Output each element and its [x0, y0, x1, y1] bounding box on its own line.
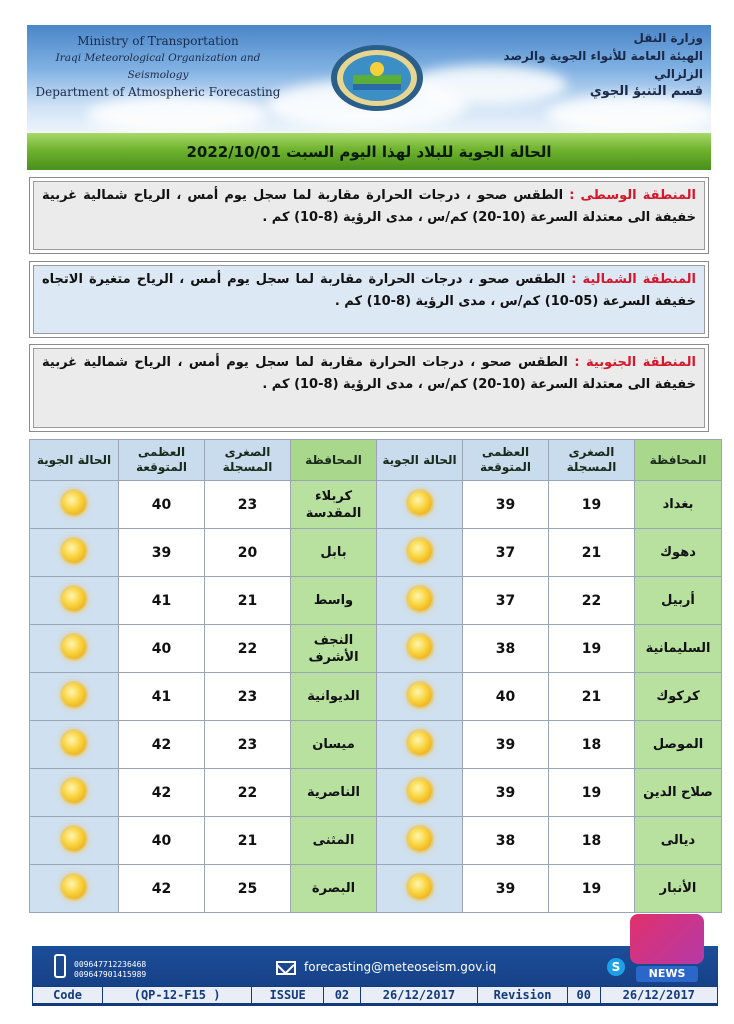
condition-cell [377, 721, 463, 769]
governorate-cell: البصرة [291, 865, 377, 913]
governorate-cell: الناصرية [291, 769, 377, 817]
mail-icon [276, 961, 296, 975]
page-title: الحالة الجوية للبلاد لهذا اليوم السبت 2022/10/01 [186, 142, 552, 161]
condition-cell [377, 769, 463, 817]
forecast-table [29, 439, 722, 913]
header-governorate: المحافظة [635, 440, 722, 481]
title-bar [27, 133, 711, 170]
min-temp-cell: 19 [549, 865, 635, 913]
issue-date: 26/12/2017 [361, 987, 478, 1003]
skype-icon: S [607, 958, 625, 976]
min-temp-cell: 22 [205, 625, 291, 673]
phone-number: 009647901415989 [74, 970, 147, 979]
min-temp-cell: 21 [205, 817, 291, 865]
max-temp-cell: 37 [463, 577, 549, 625]
sun-icon [408, 587, 432, 611]
table-row [30, 865, 722, 913]
max-temp-cell: 41 [119, 673, 205, 721]
condition-cell [30, 721, 119, 769]
sun-icon [408, 827, 432, 851]
sun-icon [408, 875, 432, 899]
governorate-cell: بابل [291, 529, 377, 577]
phone-numbers [74, 960, 146, 980]
sun-icon [62, 875, 86, 899]
sun-icon [408, 491, 432, 515]
sun-icon [62, 827, 86, 851]
max-temp-cell: 40 [119, 481, 205, 529]
governorate-cell: صلاح الدين [635, 769, 722, 817]
sun-icon [408, 779, 432, 803]
region-central [29, 177, 709, 254]
sun-icon [408, 635, 432, 659]
governorate-cell: المثنى [291, 817, 377, 865]
header-condition: الحالة الجوية [30, 440, 119, 481]
organization-name-ar: الهيئة العامة للأنواء الجوية والرصد الزلزالي [503, 49, 703, 81]
min-temp-cell: 22 [549, 577, 635, 625]
table-header-row [30, 440, 722, 481]
header-english [33, 33, 283, 101]
header-min: الصغرى المسجلة [549, 440, 635, 481]
governorate-cell: السليمانية [635, 625, 722, 673]
organization-logo-icon [327, 43, 427, 113]
header-governorate: المحافظة [291, 440, 377, 481]
condition-cell [30, 577, 119, 625]
governorate-cell: بغداد [635, 481, 722, 529]
header-max: العظمى المتوقعة [119, 440, 205, 481]
organization-name-en: Iraqi Meteorological Organization and Seismology [55, 52, 261, 81]
governorate-cell: النجف الأشرف [291, 625, 377, 673]
table-row [30, 721, 722, 769]
min-temp-cell: 19 [549, 625, 635, 673]
max-temp-cell: 39 [463, 481, 549, 529]
header-condition: الحالة الجوية [377, 440, 463, 481]
condition-cell [30, 673, 119, 721]
governorate-cell: كركوك [635, 673, 722, 721]
min-temp-cell: 18 [549, 817, 635, 865]
max-temp-cell: 41 [119, 577, 205, 625]
department-name-en: Department of Atmospheric Forecasting [35, 85, 281, 99]
table-row [30, 481, 722, 529]
condition-cell [377, 529, 463, 577]
max-temp-cell: 40 [463, 673, 549, 721]
sun-icon [62, 587, 86, 611]
phone-number: 009647712236468 [74, 960, 147, 969]
min-temp-cell: 21 [549, 529, 635, 577]
min-temp-cell: 23 [205, 481, 291, 529]
min-temp-cell: 25 [205, 865, 291, 913]
header-max: العظمى المتوقعة [463, 440, 549, 481]
ministry-name-en: Ministry of Transportation [77, 34, 239, 48]
condition-cell [377, 625, 463, 673]
issue-label: ISSUE [252, 987, 324, 1003]
region-name: المنطقة الشمالية : [571, 272, 697, 287]
max-temp-cell: 38 [463, 817, 549, 865]
condition-cell [377, 481, 463, 529]
governorate-cell: الديوانية [291, 673, 377, 721]
governorate-cell: الموصل [635, 721, 722, 769]
condition-cell [30, 529, 119, 577]
region-text: الطقس صحو ، درجات الحرارة مقاربة لما سجل يوم أمس ، الرياح شمالية غربية خفيفة الى معتدلة السرعة (10-20) كم/س ، مدى الرؤية (8-10) كم . [42, 355, 696, 392]
governorate-cell: الأنبار [635, 865, 722, 913]
max-temp-cell: 40 [119, 817, 205, 865]
region-north [29, 261, 709, 338]
min-temp-cell: 23 [205, 721, 291, 769]
table-row [30, 673, 722, 721]
condition-cell [30, 481, 119, 529]
max-temp-cell: 39 [463, 769, 549, 817]
sun-icon [408, 731, 432, 755]
region-south [29, 344, 709, 432]
header-min: الصغرى المسجلة [205, 440, 291, 481]
min-temp-cell: 20 [205, 529, 291, 577]
table-row [30, 529, 722, 577]
revision-date: 26/12/2017 [622, 988, 695, 1002]
region-text: الطقس صحو ، درجات الحرارة مقاربة لما سجل يوم أمس ، الرياح شمالية غربية خفيفة الى معتدلة السرعة (10-20) كم/س ، مدى الرؤية (8-10) كم . [42, 188, 696, 225]
footer [32, 946, 718, 1006]
max-temp-cell: 42 [119, 865, 205, 913]
issue-number: 02 [324, 987, 361, 1003]
sun-icon [62, 683, 86, 707]
max-temp-cell: 39 [463, 865, 549, 913]
region-text: الطقس صحو ، درجات الحرارة مقاربة لما سجل يوم أمس ، الرياح متغيرة الاتجاه خفيفة السرعة (05-10) كم/س ، مدى الرؤية (8-10) كم . [42, 272, 696, 309]
table-row [30, 769, 722, 817]
sun-icon [62, 635, 86, 659]
code-value: (QP-12-F15 ) [103, 987, 252, 1003]
min-temp-cell: 21 [549, 673, 635, 721]
table-row [30, 577, 722, 625]
table-row [30, 625, 722, 673]
min-temp-cell: 19 [549, 481, 635, 529]
min-temp-cell: 18 [549, 721, 635, 769]
condition-cell [377, 577, 463, 625]
condition-cell [30, 865, 119, 913]
watermark-logo-icon [630, 914, 704, 964]
governorate-cell: ميسان [291, 721, 377, 769]
header-arabic [473, 29, 703, 101]
max-temp-cell: 39 [119, 529, 205, 577]
header-banner [27, 25, 711, 133]
ministry-name-ar: وزارة النقل [633, 31, 703, 45]
footer-contact [32, 946, 718, 986]
min-temp-cell: 22 [205, 769, 291, 817]
min-temp-cell: 19 [549, 769, 635, 817]
condition-cell [30, 817, 119, 865]
min-temp-cell: 21 [205, 577, 291, 625]
region-name: المنطقة الجنوبية : [574, 355, 696, 370]
revision-number: 00 [568, 987, 601, 1003]
max-temp-cell: 42 [119, 769, 205, 817]
max-temp-cell: 38 [463, 625, 549, 673]
condition-cell [30, 769, 119, 817]
sun-icon [408, 539, 432, 563]
condition-cell [377, 817, 463, 865]
governorate-cell: دهوك [635, 529, 722, 577]
revision-label: Revision [478, 987, 568, 1003]
max-temp-cell: 39 [463, 721, 549, 769]
document-code-bar [32, 986, 718, 1004]
max-temp-cell: 42 [119, 721, 205, 769]
sun-icon [62, 731, 86, 755]
governorate-cell: ديالى [635, 817, 722, 865]
min-temp-cell: 23 [205, 673, 291, 721]
condition-cell [30, 625, 119, 673]
condition-cell [377, 865, 463, 913]
max-temp-cell: 40 [119, 625, 205, 673]
sun-icon [408, 683, 432, 707]
governorate-cell: أربيل [635, 577, 722, 625]
code-label: Code [33, 987, 103, 1003]
watermark-badge: NEWS [636, 966, 698, 982]
department-name-ar: قسم التنبؤ الجوي [589, 84, 703, 99]
max-temp-cell: 37 [463, 529, 549, 577]
sun-icon [62, 491, 86, 515]
governorate-cell: واسط [291, 577, 377, 625]
condition-cell [377, 673, 463, 721]
phone-icon [54, 954, 66, 978]
email-address: forecasting@meteoseism.gov.iq [304, 960, 497, 974]
governorate-cell: كربلاء المقدسة [291, 481, 377, 529]
news-watermark [630, 914, 704, 984]
region-name: المنطقة الوسطى : [569, 188, 696, 203]
sun-icon [62, 539, 86, 563]
sun-icon [62, 779, 86, 803]
table-row [30, 817, 722, 865]
